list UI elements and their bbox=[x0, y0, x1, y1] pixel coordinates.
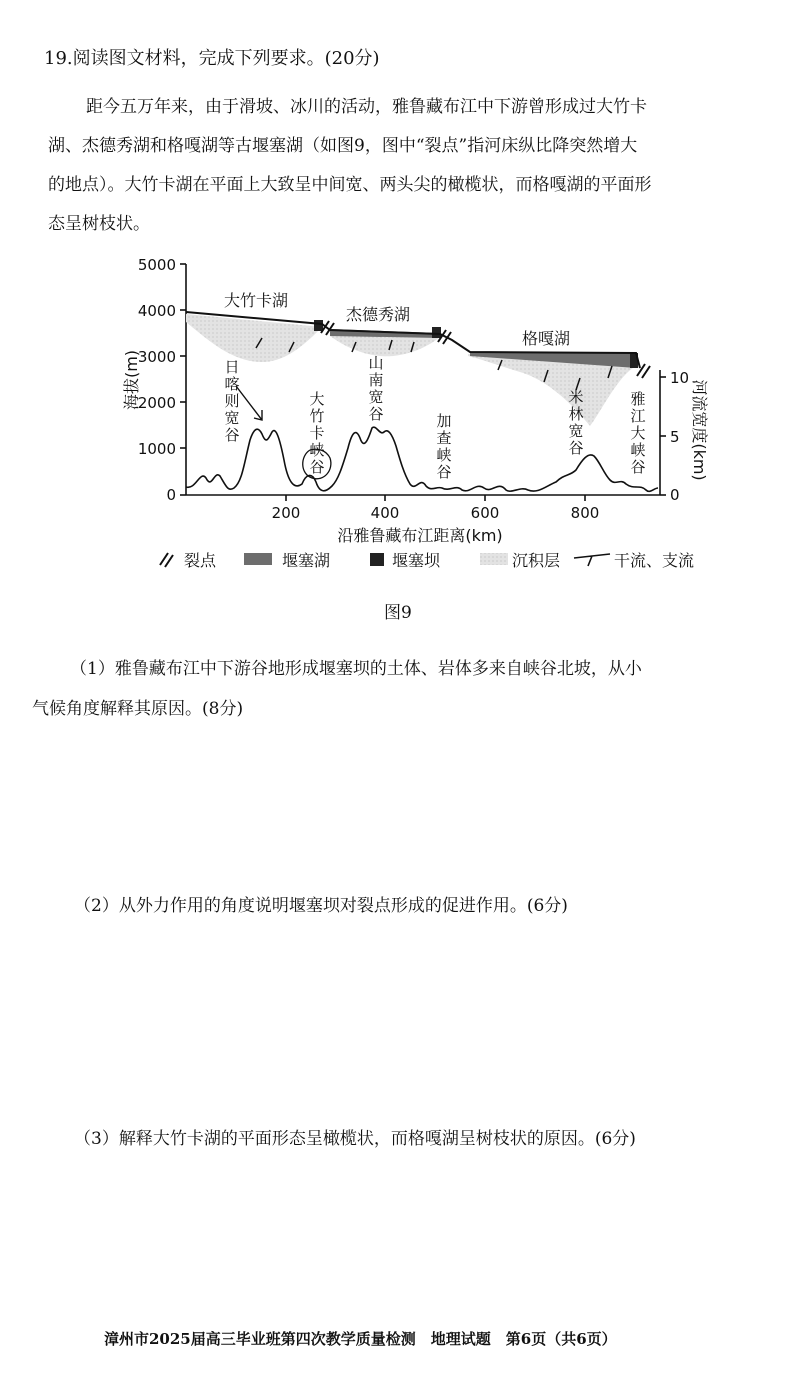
right-tick-0: 0 bbox=[670, 486, 680, 504]
material-line-2: 湖、杰德秀湖和格嘎湖等古堰塞湖（如图9，图中“裂点”指河床纵比降突然增大 bbox=[48, 136, 638, 156]
y-tick-1000: 1000 bbox=[137, 440, 176, 458]
lake-label-dazhuka: 大竹卡湖 bbox=[224, 291, 289, 310]
x-tick-800: 800 bbox=[570, 504, 600, 522]
right-tick-10: 10 bbox=[670, 369, 690, 387]
x-axis-label: 沿雅鲁藏布江距离(km) bbox=[337, 526, 503, 545]
material-line-4: 态呈树枝状。 bbox=[48, 214, 150, 234]
svg-text:裂点: 裂点 bbox=[184, 551, 217, 570]
x-axis bbox=[186, 495, 660, 501]
river-width-curve bbox=[186, 427, 658, 491]
lake-label-gega: 格嘎湖 bbox=[522, 329, 571, 348]
legend-river bbox=[574, 551, 694, 570]
x-tick-400: 400 bbox=[370, 504, 400, 522]
y-tick-3000: 3000 bbox=[137, 348, 176, 366]
subquestion-2: （2）从外力作用的角度说明堰塞坝对裂点形成的促进作用。(6分) bbox=[74, 896, 568, 916]
legend-sediment bbox=[480, 551, 560, 570]
lake-label-jiedexiu: 杰德秀湖 bbox=[346, 305, 411, 324]
figure-9 bbox=[0, 240, 800, 600]
valley-label-rikaze: 日喀则宽谷 bbox=[224, 358, 240, 444]
material-line-1: 距今五万年来，由于滑坡、冰川的活动，雅鲁藏布江中下游曾形成过大竹卡 bbox=[86, 97, 647, 117]
subquestion-3: （3）解释大竹卡湖的平面形态呈橄榄状，而格嘎湖呈树枝状的原因。(6分) bbox=[74, 1129, 636, 1149]
y-tick-5000: 5000 bbox=[137, 256, 176, 274]
y-tick-0: 0 bbox=[166, 486, 176, 504]
right-axis bbox=[660, 370, 666, 495]
valley-label-jiacha: 加查峡谷 bbox=[436, 412, 452, 481]
right-tick-5: 5 bbox=[670, 428, 680, 446]
subquestion-1-line-2: 气候角度解释其原因。(8分) bbox=[32, 699, 244, 719]
svg-text:堰塞坝: 堰塞坝 bbox=[392, 551, 441, 570]
legend-dam bbox=[370, 551, 441, 570]
y-left-axis-label: 海拔(m) bbox=[122, 349, 141, 411]
question-title: 19.阅读图文材料，完成下列要求。(20分) bbox=[44, 48, 380, 69]
x-tick-200: 200 bbox=[271, 504, 301, 522]
y-tick-2000: 2000 bbox=[137, 394, 176, 412]
left-axis bbox=[180, 264, 186, 495]
subquestion-1-line-1: （1）雅鲁藏布江中下游谷地形成堰塞坝的土体、岩体多来自峡谷北坡，从小 bbox=[70, 659, 642, 679]
valley-label-shannan: 山南宽谷 bbox=[368, 354, 384, 423]
material-line-3: 的地点）。大竹卡湖在平面上大致呈中间宽、两头尖的橄榄状，而格嘎湖的平面形 bbox=[48, 175, 652, 195]
valley-label-yajiang: 雅江大峡谷 bbox=[630, 390, 646, 476]
legend-lake bbox=[244, 551, 330, 570]
arrow-annotation bbox=[236, 386, 262, 420]
valley-label-milin: 米林宽谷 bbox=[568, 388, 584, 457]
figure-caption: 图9 bbox=[384, 603, 412, 623]
y-tick-4000: 4000 bbox=[137, 302, 176, 320]
legend bbox=[160, 551, 694, 570]
page-footer: 漳州市2025届高三毕业班第四次教学质量检测 地理试题 第6页（共6页） bbox=[104, 1330, 617, 1348]
legend-knickpoint bbox=[160, 551, 217, 570]
y-right-axis-label: 河流宽度(km) bbox=[690, 379, 709, 481]
svg-text:干流、支流: 干流、支流 bbox=[614, 551, 695, 570]
svg-text:沉积层: 沉积层 bbox=[512, 551, 561, 570]
valley-label-dazhuka: 大竹卡峡谷 bbox=[309, 390, 325, 476]
svg-text:堰塞湖: 堰塞湖 bbox=[282, 551, 331, 570]
x-tick-600: 600 bbox=[470, 504, 500, 522]
